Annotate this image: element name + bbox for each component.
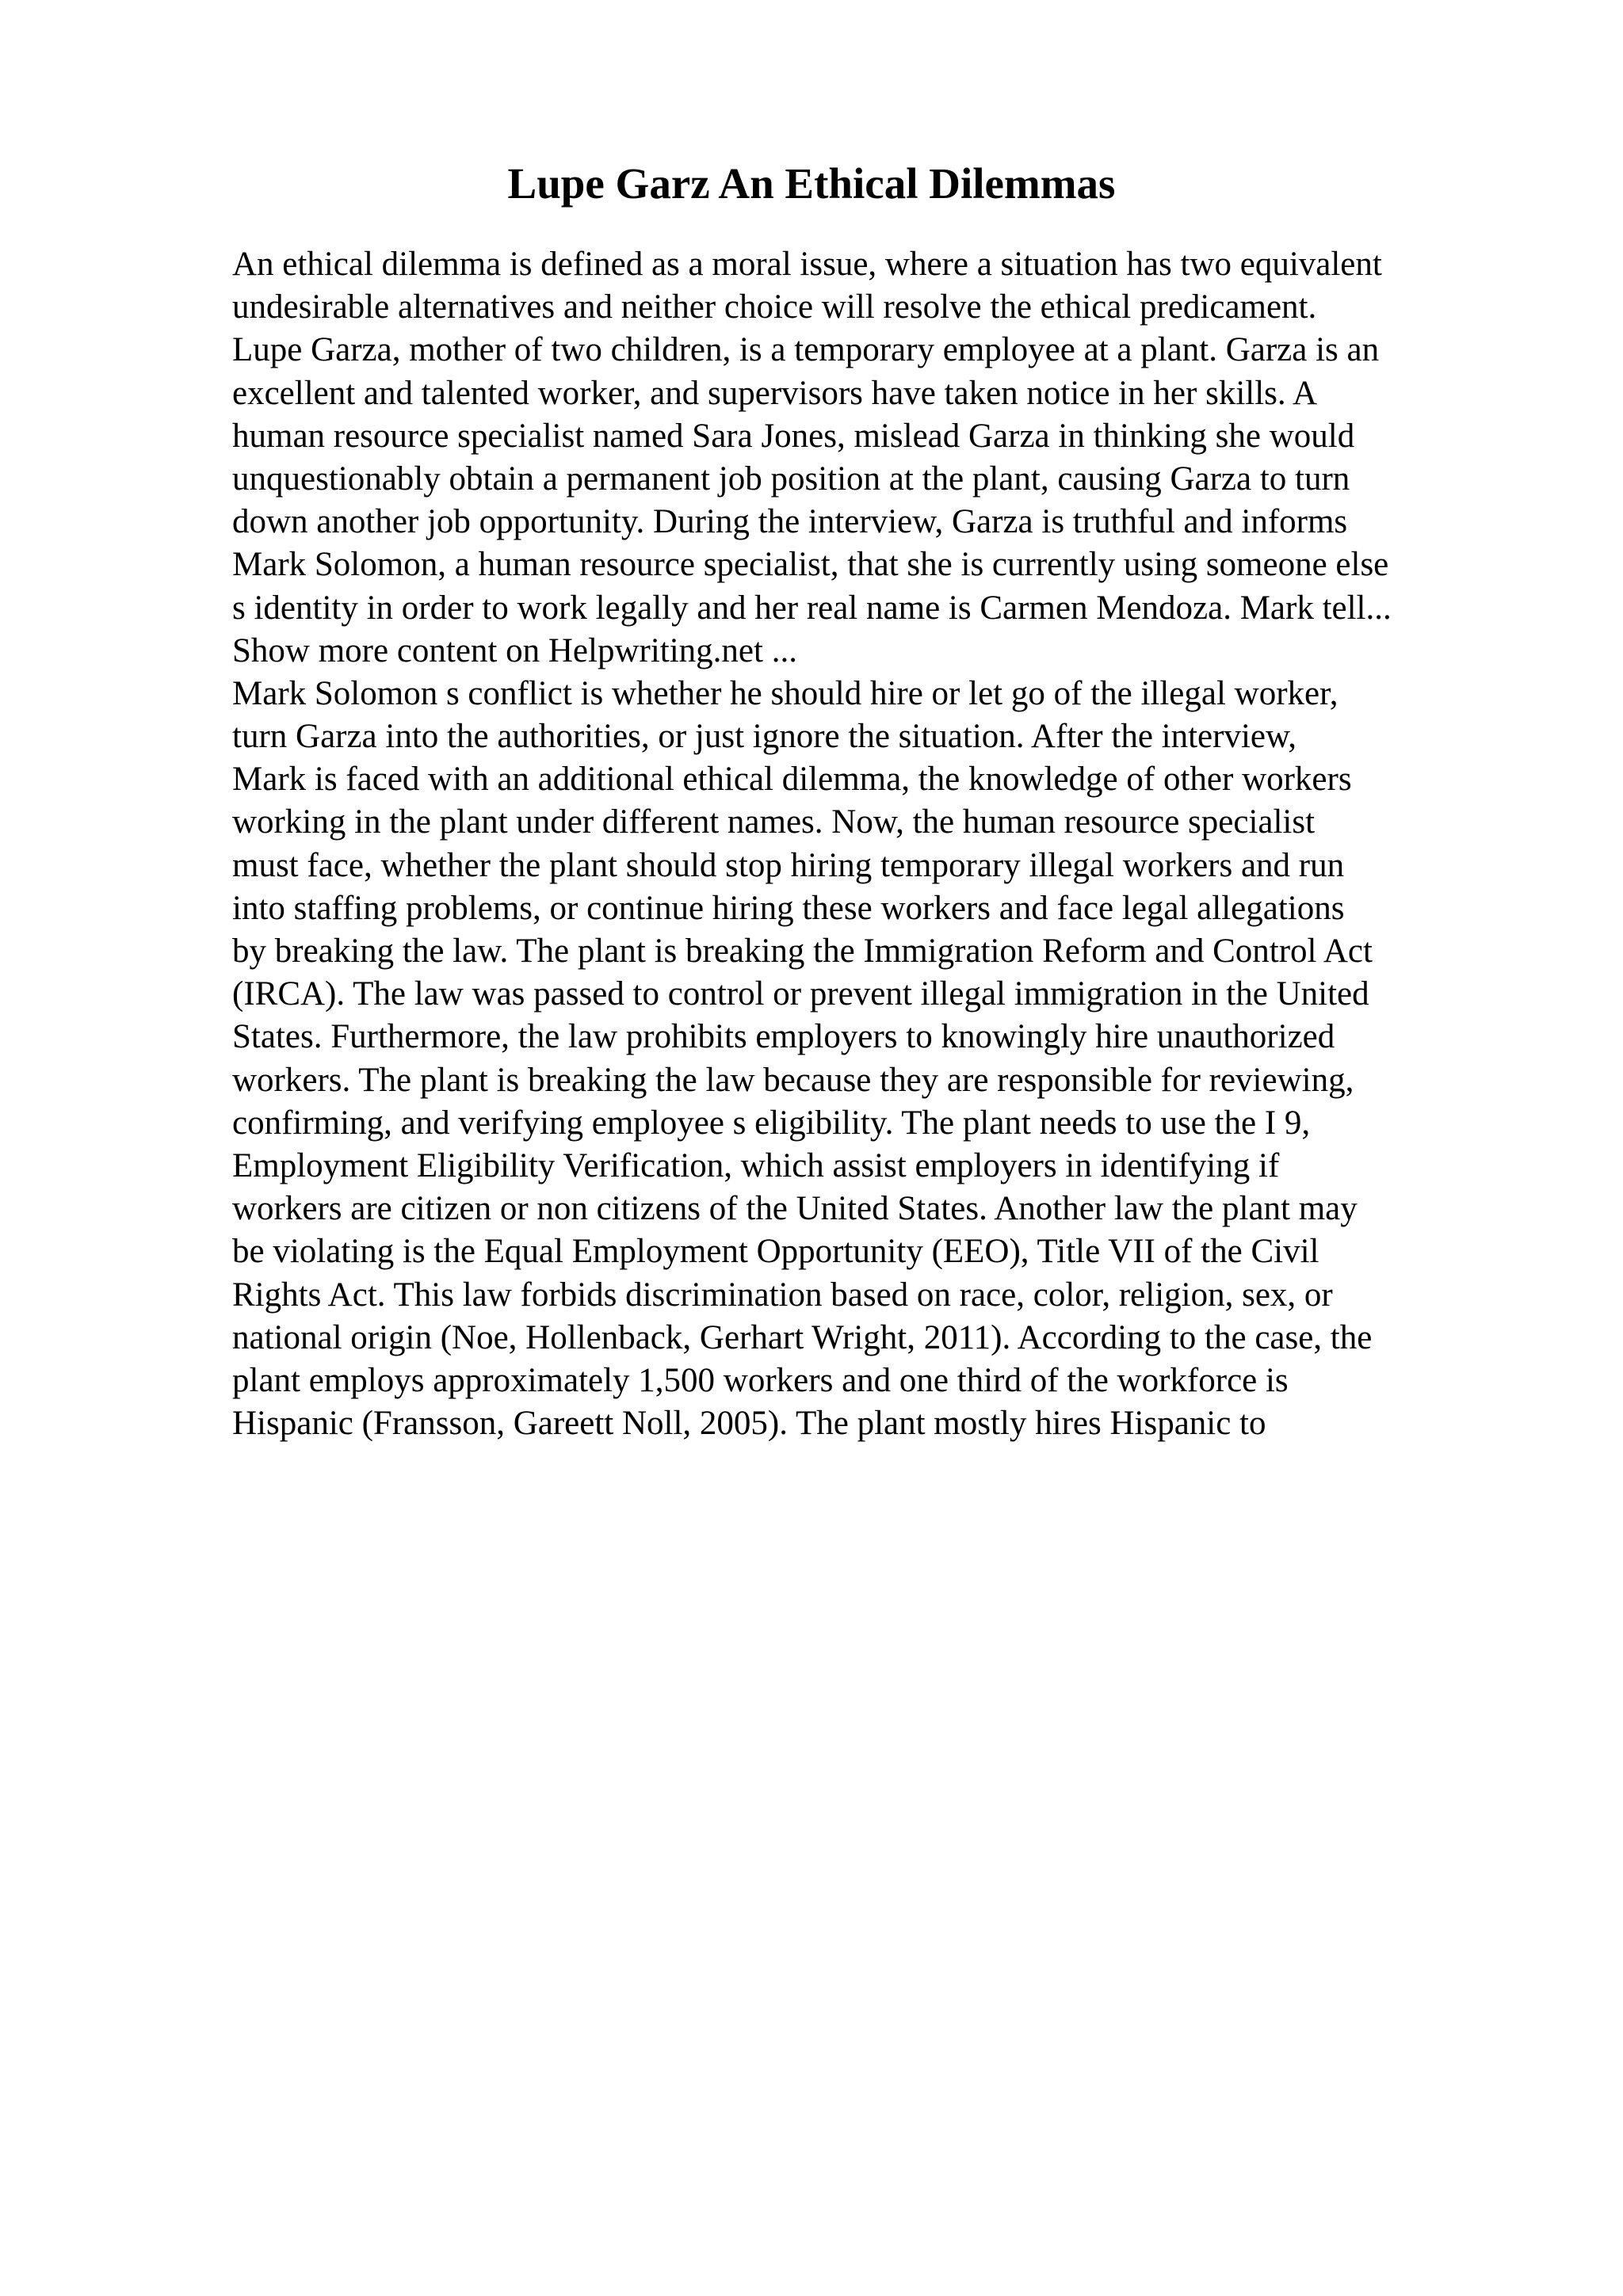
body-line: States. Furthermore, the law prohibits employers to knowingly hire unauthorized (232, 1018, 1335, 1056)
body-line: plant employs approximately 1,500 workers and one third of the workforce is (232, 1361, 1289, 1399)
body-line: Rights Act. This law forbids discrimination based on race, color, religion, sex, or (232, 1276, 1333, 1314)
body-line: unquestionably obtain a permanent job position at the plant, causing Garza to turn (232, 460, 1350, 498)
document-body (232, 243, 1500, 1445)
body-line: (IRCA). The law was passed to control or prevent illegal immigration in the United (232, 975, 1369, 1013)
body-line: national origin (Noe, Hollenback, Gerhart Wright, 2011). According to the case, the (232, 1318, 1373, 1356)
show-more-link[interactable]: Show more content on Helpwriting.net ... (232, 631, 797, 669)
body-line: s identity in order to work legally and her real name is Carmen Mendoza. Mark tell... (232, 589, 1392, 627)
body-line: Lupe Garza, mother of two children, is a temporary employee at a plant. Garza is an (232, 331, 1380, 369)
body-line: by breaking the law. The plant is breaking the Immigration Reform and Control Act (232, 933, 1373, 970)
body-line: human resource specialist named Sara Jones, mislead Garza in thinking she would (232, 417, 1355, 455)
body-line: An ethical dilemma is defined as a moral issue, where a situation has two equivalent (232, 246, 1382, 283)
body-line: workers. The plant is breaking the law because they are responsible for reviewing, (232, 1061, 1354, 1099)
body-line: Mark Solomon s conflict is whether he should hire or let go of the illegal worker, (232, 674, 1338, 712)
body-line: Mark Solomon, a human resource specialist, that she is currently using someone else (232, 546, 1389, 584)
body-line: working in the plant under different names. Now, the human resource specialist (232, 803, 1316, 841)
body-line: must face, whether the plant should stop hiring temporary illegal workers and run (232, 846, 1345, 884)
body-line: turn Garza into the authorities, or just ignore the situation. After the interview, (232, 718, 1296, 756)
body-line: confirming, and verifying employee s eligibility. The plant needs to use the I 9, (232, 1104, 1311, 1142)
body-line: Mark is faced with an additional ethical dilemma, the knowledge of other workers (232, 761, 1352, 799)
body-line: down another job opportunity. During the interview, Garza is truthful and informs (232, 503, 1348, 541)
body-line: into staffing problems, or continue hiring these workers and face legal allegations (232, 889, 1345, 927)
document-title: Lupe Garz An Ethical Dilemmas (507, 159, 1116, 208)
body-line: undesirable alternatives and neither choice will resolve the ethical predicament. (232, 288, 1317, 326)
body-line: be violating is the Equal Employment Opportunity (EEO), Title VII of the Civil (232, 1233, 1319, 1271)
body-line: workers are citizen or non citizens of the United States. Another law the plant may (232, 1190, 1358, 1228)
body-line: Hispanic (Fransson, Gareett Noll, 2005). The plant mostly hires Hispanic to (232, 1405, 1266, 1443)
body-line: Employment Eligibility Verification, which assist employers in identifying if (232, 1146, 1280, 1184)
body-line: excellent and talented worker, and supervisors have taken notice in her skills. A (232, 374, 1318, 412)
